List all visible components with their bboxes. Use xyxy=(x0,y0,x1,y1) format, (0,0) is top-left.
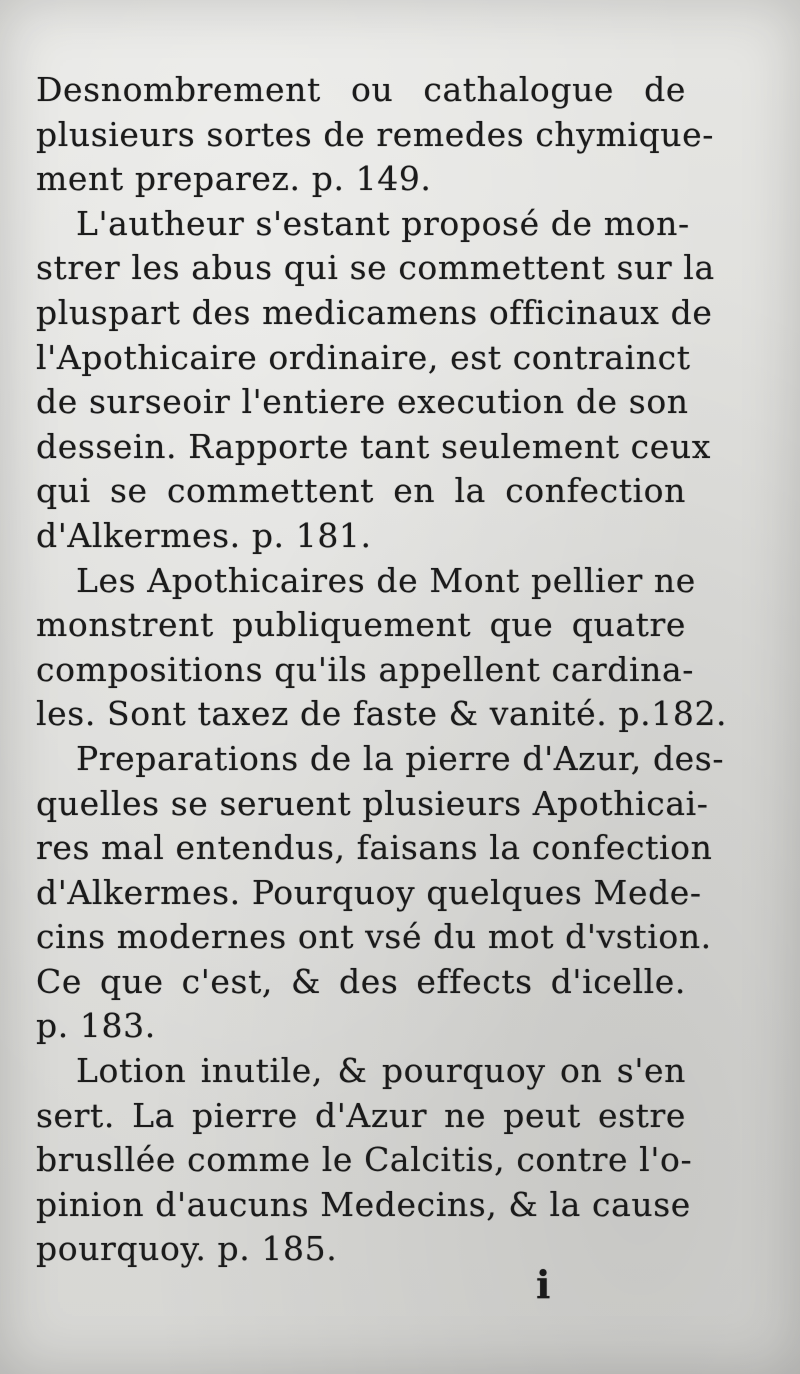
text-line: brusllée comme le Calcitis, contre l'o- xyxy=(36,1140,693,1180)
text-line: sert. La pierre d'Azur ne peut estre xyxy=(36,1095,686,1135)
text-line: Les Apothicaires de Mont pellier ne xyxy=(76,560,696,600)
text-line: quelles se seruent plusieurs Apothicai- xyxy=(36,783,709,823)
text-line: d'Alkermes. Pourquoy quelques Mede- xyxy=(36,872,702,912)
text-line: dessein. Rapporte tant seulement ceux xyxy=(36,426,711,466)
text-line: qui se commettent en la confection xyxy=(36,471,686,511)
entry-autheur xyxy=(36,202,715,559)
text-line: Desnombrement ou cathalogue de xyxy=(36,70,686,109)
text-line: les. Sont taxez de faste & vanité. p.182. xyxy=(36,694,728,734)
text-line: pourquoy. p. 185. xyxy=(36,1229,338,1269)
text-line: Preparations de la pierre d'Azur, des- xyxy=(76,738,725,778)
text-line: pluspart des medicamens officinaux de xyxy=(36,292,713,332)
text-line: ment preparez. p. 149. xyxy=(36,159,432,199)
text-line: plusieurs sortes de remedes chymique- xyxy=(36,114,715,154)
text-line: strer les abus qui se commettent sur la xyxy=(36,248,715,288)
text-line: res mal entendus, faisans la confection xyxy=(36,828,713,868)
text-line: compositions qu'ils appellent cardina- xyxy=(36,649,695,689)
text-line: monstrent publiquement que quatre xyxy=(36,605,686,645)
table-of-contents-text xyxy=(36,68,728,1272)
text-line: pinion d'aucuns Medecins, & la cause xyxy=(36,1184,691,1224)
text-line: cins modernes ont vsé du mot d'vstion. xyxy=(36,917,712,957)
text-line: L'autheur s'estant proposé de mon- xyxy=(76,203,690,243)
signature-mark: i xyxy=(536,1262,551,1307)
text-line: Ce que c'est, & des effects d'icelle. xyxy=(36,961,686,1001)
entry-apothicaires-montpellier xyxy=(36,559,728,737)
entry-desnombrement xyxy=(36,68,715,202)
text-line: p. 183. xyxy=(36,1006,156,1046)
entry-pierre-azur xyxy=(36,737,725,1049)
text-line: d'Alkermes. p. 181. xyxy=(36,515,372,555)
entry-lotion-inutile xyxy=(36,1049,693,1272)
text-line: de surseoir l'entiere execution de son xyxy=(36,382,689,422)
text-line: Lotion inutile, & pourquoy on s'en xyxy=(76,1051,686,1091)
text-line: l'Apothicaire ordinaire, est contrainct xyxy=(36,337,691,377)
